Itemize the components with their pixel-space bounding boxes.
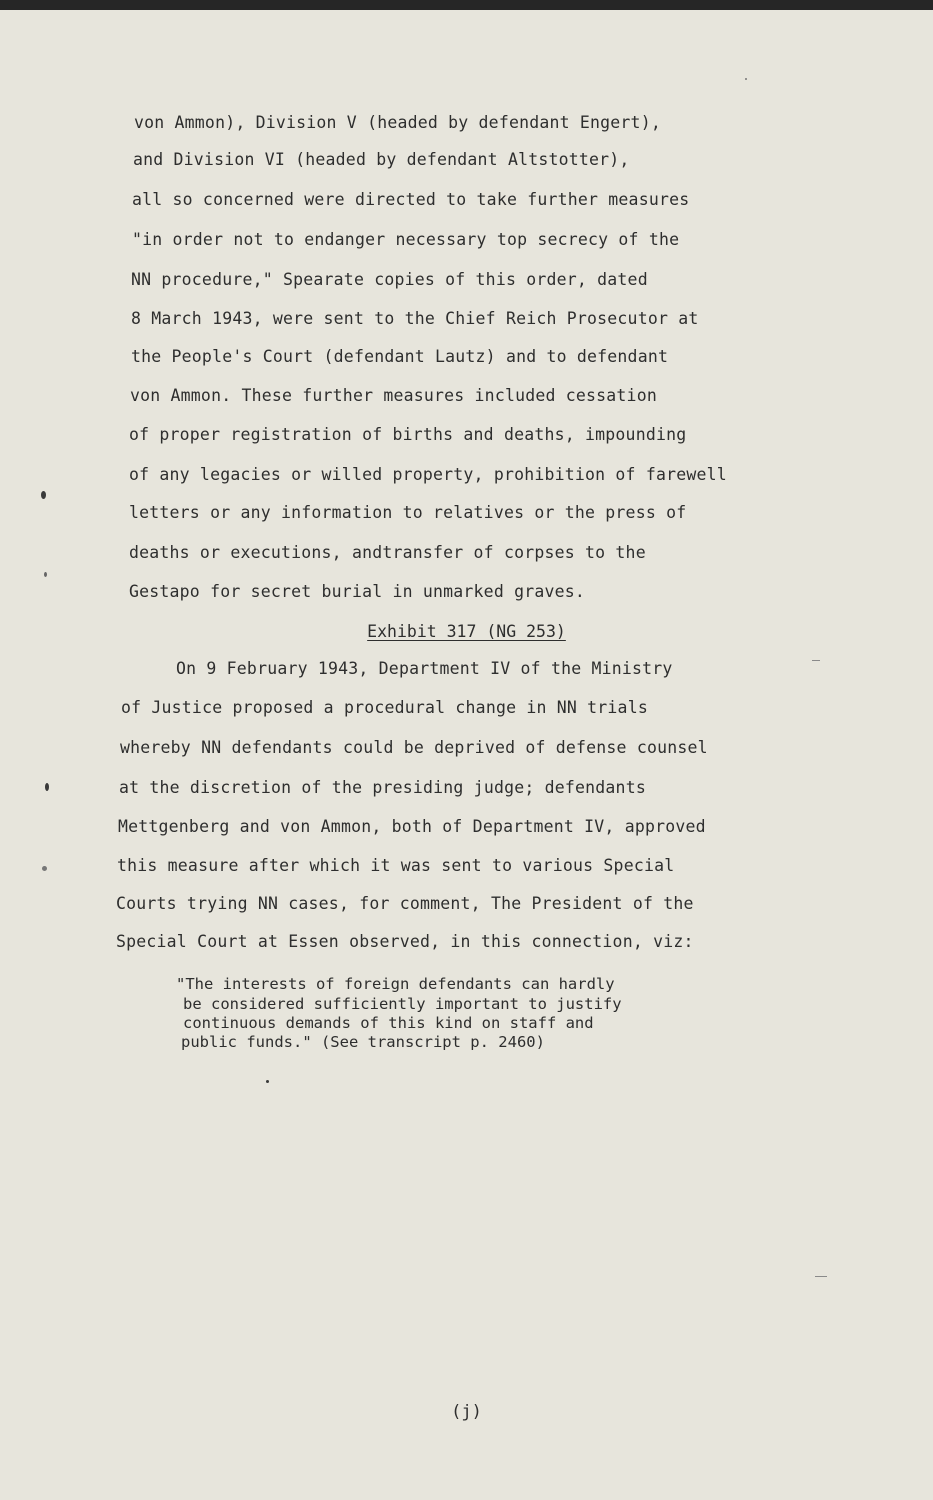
quote-line-4: public funds." (See transcript p. 2460) xyxy=(181,1033,545,1051)
body-line-12: deaths or executions, andtransfer of corpses to the xyxy=(129,543,646,562)
scan-speck xyxy=(266,1080,269,1083)
body-line-5: NN procedure," Spearate copies of this order, dated xyxy=(131,270,648,289)
page-number: (j) xyxy=(451,1402,482,1422)
scan-speck xyxy=(745,78,747,80)
paragraph-line-8: Special Court at Essen observed, in this connection, viz: xyxy=(116,932,694,951)
scan-mark xyxy=(812,660,820,661)
body-line-10: of any legacies or willed property, prohibition of farewell xyxy=(129,465,727,484)
scan-speck xyxy=(45,783,49,791)
paragraph-line-2: of Justice proposed a procedural change in NN trials xyxy=(121,698,648,717)
scan-top-edge xyxy=(0,0,933,10)
body-line-13: Gestapo for secret burial in unmarked graves. xyxy=(129,582,586,601)
body-line-2: and Division VI (headed by defendant Altstotter), xyxy=(133,150,630,169)
body-line-9: of proper registration of births and deaths, impounding xyxy=(129,425,687,444)
body-line-3: all so concerned were directed to take further measures xyxy=(132,190,690,209)
body-line-4: "in order not to endanger necessary top secrecy of the xyxy=(132,230,680,249)
scan-speck xyxy=(41,491,46,499)
quote-line-3: continuous demands of this kind on staff and xyxy=(183,1014,594,1032)
paragraph-line-7: Courts trying NN cases, for comment, The President of the xyxy=(116,894,694,913)
body-line-1: von Ammon), Division V (headed by defendant Engert), xyxy=(134,113,661,132)
scan-mark xyxy=(815,1276,827,1277)
body-line-11: letters or any information to relatives or the press of xyxy=(129,503,687,522)
paragraph-line-6: this measure after which it was sent to various Special xyxy=(117,856,675,875)
paragraph-line-1: On 9 February 1943, Department IV of the Ministry xyxy=(176,659,673,678)
scan-speck xyxy=(42,866,47,871)
exhibit-heading: Exhibit 317 (NG 253) xyxy=(367,622,566,641)
paragraph-line-5: Mettgenberg and von Ammon, both of Department IV, approved xyxy=(118,817,706,836)
body-line-8: von Ammon. These further measures included cessation xyxy=(130,386,657,405)
quote-line-1: "The interests of foreign defendants can hardly xyxy=(176,975,615,993)
paragraph-line-4: at the discretion of the presiding judge; defendants xyxy=(119,778,646,797)
body-line-6: 8 March 1943, were sent to the Chief Reich Prosecutor at xyxy=(131,309,699,328)
paragraph-line-3: whereby NN defendants could be deprived of defense counsel xyxy=(120,738,708,757)
scan-speck xyxy=(44,572,47,577)
body-line-7: the People's Court (defendant Lautz) and to defendant xyxy=(131,347,669,366)
quote-line-2: be considered sufficiently important to justify xyxy=(183,995,622,1013)
